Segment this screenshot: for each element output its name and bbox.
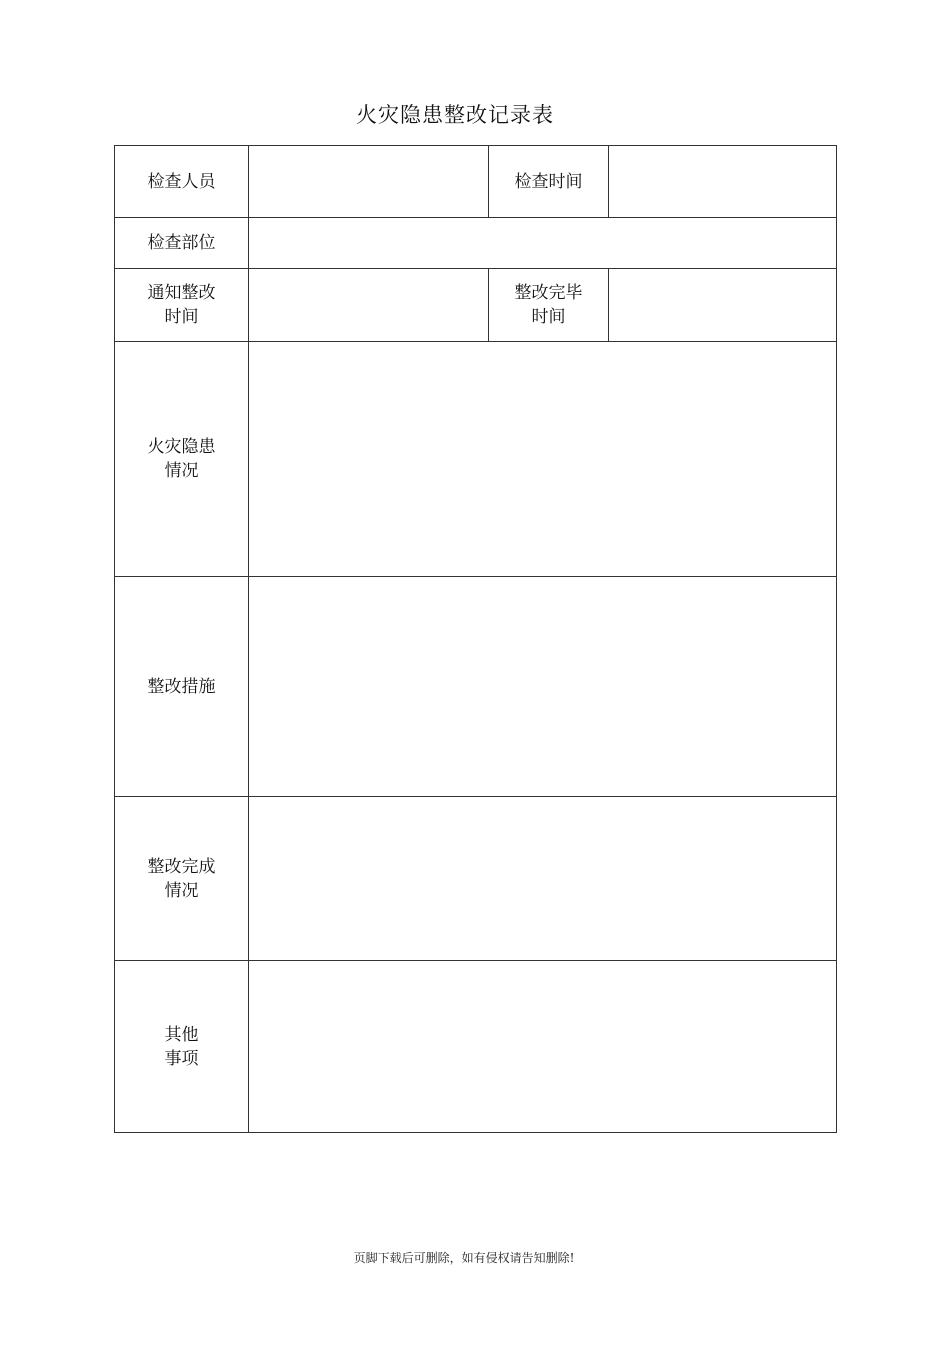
hazard-label: 火灾隐患情况 — [147, 437, 216, 481]
completion-status-label: 整改完成情况 — [147, 856, 216, 901]
other-label-cell — [115, 961, 249, 1133]
inspector-label-cell — [115, 146, 249, 218]
inspection-time-label-cell — [489, 146, 609, 218]
row-other — [115, 961, 837, 1133]
notice-time-label-cell — [115, 269, 249, 342]
row-measures — [115, 577, 837, 797]
hazard-label-cell — [115, 342, 249, 577]
inspection-time-field[interactable] — [609, 146, 837, 218]
page-footer: 页脚下载后可删除，如有侵权请告知删除! — [353, 1251, 575, 1265]
notice-time-field[interactable] — [249, 269, 489, 342]
other-field[interactable] — [249, 961, 837, 1133]
completion-status-field[interactable] — [249, 797, 837, 961]
completion-time-label: 整改完毕时间 — [514, 283, 583, 327]
inspector-field[interactable] — [249, 146, 489, 218]
completion-time-field[interactable] — [609, 269, 837, 342]
document-title: 火灾隐患整改记录表 — [356, 103, 554, 127]
inspection-time-label: 检查时间 — [514, 171, 583, 192]
other-label: 其他事项 — [164, 1024, 199, 1069]
hazard-field[interactable] — [249, 342, 837, 577]
inspector-label: 检查人员 — [147, 171, 216, 192]
inspected-area-field[interactable] — [249, 218, 837, 269]
completion-status-label-cell — [115, 797, 249, 961]
measures-label-cell — [115, 577, 249, 797]
measures-field[interactable] — [249, 577, 837, 797]
row-notice-time — [115, 269, 837, 342]
notice-time-label: 通知整改时间 — [147, 283, 216, 327]
row-completion-status — [115, 797, 837, 961]
hazard-rectification-form — [114, 145, 837, 1133]
inspected-area-label-cell — [115, 218, 249, 269]
measures-label: 整改措施 — [147, 676, 216, 697]
row-inspector — [115, 146, 837, 218]
completion-time-label-cell — [489, 269, 609, 342]
row-inspected-area — [115, 218, 837, 269]
row-hazard — [115, 342, 837, 577]
inspected-area-label: 检查部位 — [147, 233, 216, 253]
